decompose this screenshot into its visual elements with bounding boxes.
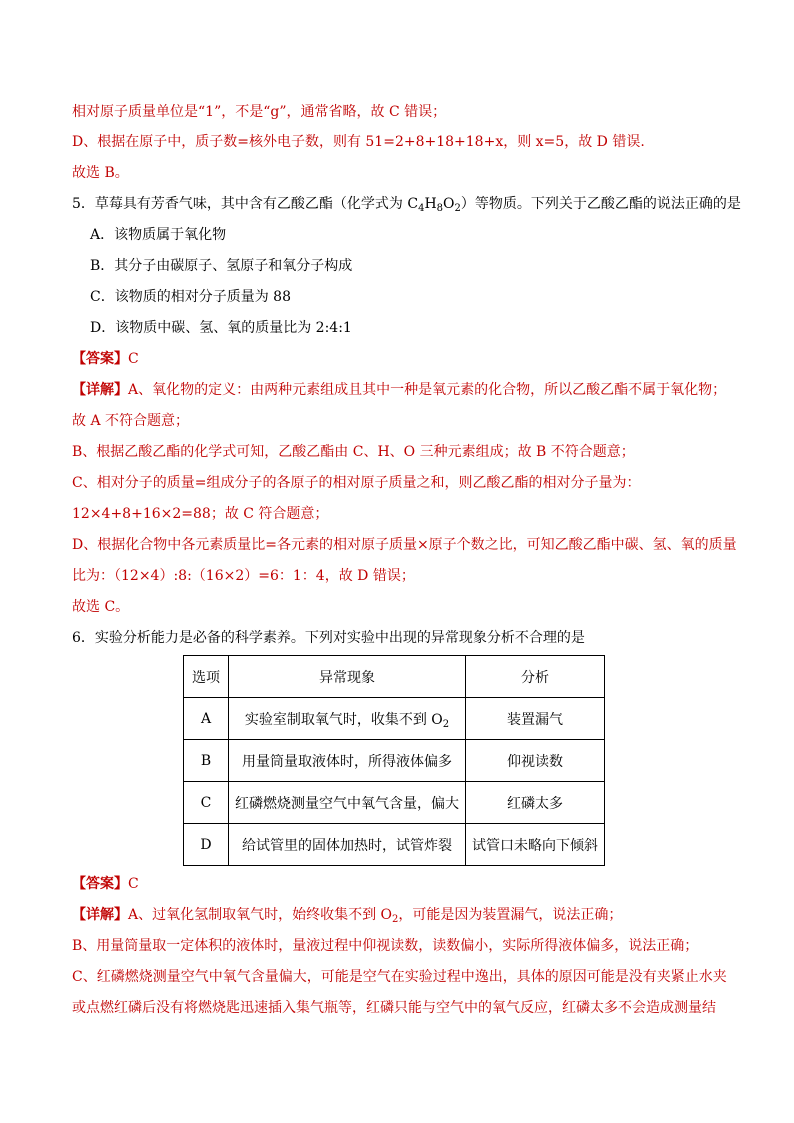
table-cell-option: D — [184, 824, 229, 866]
question-6-stem: 6．实验分析能力是必备的科学素养。下列对实验中出现的异常现象分析不合理的是 — [72, 630, 585, 646]
table-row — [184, 782, 605, 824]
table-cell-analysis: 装置漏气 — [466, 698, 605, 740]
table-cell-phenomenon: 实验室制取氧气时，收集不到 $O_2$ — [229, 698, 466, 740]
question-6-table — [183, 655, 605, 866]
question-5-option-a: A．该物质属于氧化物 — [90, 227, 227, 243]
text-line: B、根据乙酸乙酯的化学式可知，乙酸乙酯由 C、H、O 三种元素组成；故 B 不符合题意； — [72, 444, 635, 460]
text-line: D、根据在原子中，质子数=核外电子数，则有 51=2+8+18+18+x，则 x=5，故 D 错误. — [72, 134, 645, 150]
text-line: B、用量筒量取一定体积的液体时，量液过程中仰视读数，读数偏小，实际所得液体偏多，说法正确； — [72, 938, 699, 954]
question-6-answer: 【答案】C — [72, 876, 139, 892]
table-cell-phenomenon: 给试管里的固体加热时，试管炸裂 — [229, 824, 466, 866]
text-line: 比为：（12×4）:8:（16×2）=6：1：4，故 D 错误； — [72, 568, 415, 584]
text-line: D、根据化合物中各元素质量比=各元素的相对原子质量×原子个数之比，可知乙酸乙酯中碳、氢、氧的质量 — [72, 537, 737, 553]
table-cell-phenomenon: 用量筒量取液体时，所得液体偏多 — [229, 740, 466, 782]
question-6-detail: 【详解】A、过氧化氢制取氧气时，始终收集不到 $O_2$，可能是因为装置漏气，说法正确； — [72, 907, 623, 925]
text-line: 12×4+8+16×2=88；故 C 符合题意； — [72, 506, 329, 522]
text-line: 相对原子质量单位是“1”，不是“g”，通常省略，故 C 错误； — [72, 104, 447, 120]
table-cell-analysis: 仰视读数 — [466, 740, 605, 782]
table-cell-analysis: 试管口未略向下倾斜 — [466, 824, 605, 866]
table-row — [184, 824, 605, 866]
question-5-option-d: D．该物质中碳、氢、氧的质量比为 2:4:1 — [90, 320, 352, 336]
table-header-row — [184, 656, 605, 698]
table-header-option: 选项 — [184, 656, 229, 698]
table-header-analysis: 分析 — [466, 656, 605, 698]
question-5-option-b: B．其分子由碳原子、氢原子和氧分子构成 — [90, 258, 353, 274]
table-cell-option: A — [184, 698, 229, 740]
question-5-option-c: C．该物质的相对分子质量为 88 — [90, 289, 291, 305]
table-cell-option: B — [184, 740, 229, 782]
text-line: 故 A 不符合题意； — [72, 413, 190, 429]
table-row — [184, 740, 605, 782]
table-cell-option: C — [184, 782, 229, 824]
text-line: 或点燃红磷后没有将燃烧匙迅速插入集气瓶等，红磷只能与空气中的氧气反应，红磷太多不会造成测量结 — [72, 1000, 716, 1016]
text-line: C、红磷燃烧测量空气中氧气含量偏大，可能是空气在实验过程中逸出，具体的原因可能是没有夹紧止水夹 — [72, 969, 727, 985]
question-5-answer: 【答案】C — [72, 351, 139, 367]
text-line: 故选 B。 — [72, 165, 129, 181]
question-5-stem: 5．草莓具有芳香气味，其中含有乙酸乙酯（化学式为 $C_4H_8O_2$）等物质。下列关于乙酸乙酯的说法正确的是 — [72, 196, 741, 214]
text-line: 故选 C。 — [72, 599, 130, 615]
table-cell-phenomenon: 红磷燃烧测量空气中氧气含量，偏大 — [229, 782, 466, 824]
table-header-phenomenon: 异常现象 — [229, 656, 466, 698]
text-line: C、相对分子的质量=组成分子的各原子的相对原子质量之和，则乙酸乙酯的相对分子量为： — [72, 475, 641, 491]
table-row — [184, 698, 605, 740]
table-cell-analysis: 红磷太多 — [466, 782, 605, 824]
question-5-detail: 【详解】A、氧化物的定义：由两种元素组成且其中一种是氧元素的化合物，所以乙酸乙酯不属于氧化物； — [72, 382, 727, 398]
